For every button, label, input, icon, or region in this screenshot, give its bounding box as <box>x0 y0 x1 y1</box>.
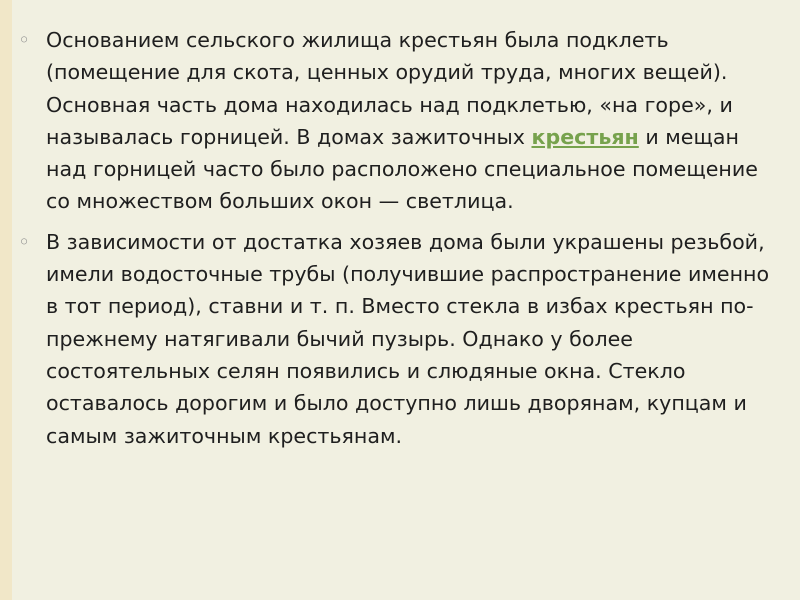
slide-content <box>18 24 778 460</box>
paragraph-1-text-end: и мещан над горницей часто было расположено специальное помещение со множеством больших окон — светлица. <box>46 124 758 214</box>
side-decoration-bar <box>0 0 12 600</box>
paragraph-2 <box>18 226 778 452</box>
bullet-icon: ◦ <box>18 28 31 52</box>
paragraph-1 <box>18 24 778 218</box>
paragraph-2-text: В зависимости от достатка хозяев дома были украшены резьбой, имели водосточные трубы (получившие распространение именно в тот период), ставни и т. п. Вместо стекла в избах крестьян по-прежнему натягивали бычий пузырь. Однако у более состоятельных селян появились и слюдяные окна. Стекло оставалось дорогим и было доступно лишь дворянам, купцам и самым зажиточным крестьянам. <box>46 229 770 448</box>
paragraph-1-text-start: Основанием сельского жилища крестьян была подклеть (помещение для скота, ценных орудий труда, многих вещей). Основная часть дома находилась над подклетью, «на горе», и называлась горницей. В домах зажиточных <box>46 28 733 149</box>
bullet-icon: ◦ <box>18 229 31 254</box>
krestyan-link[interactable]: крестьян <box>531 124 639 149</box>
